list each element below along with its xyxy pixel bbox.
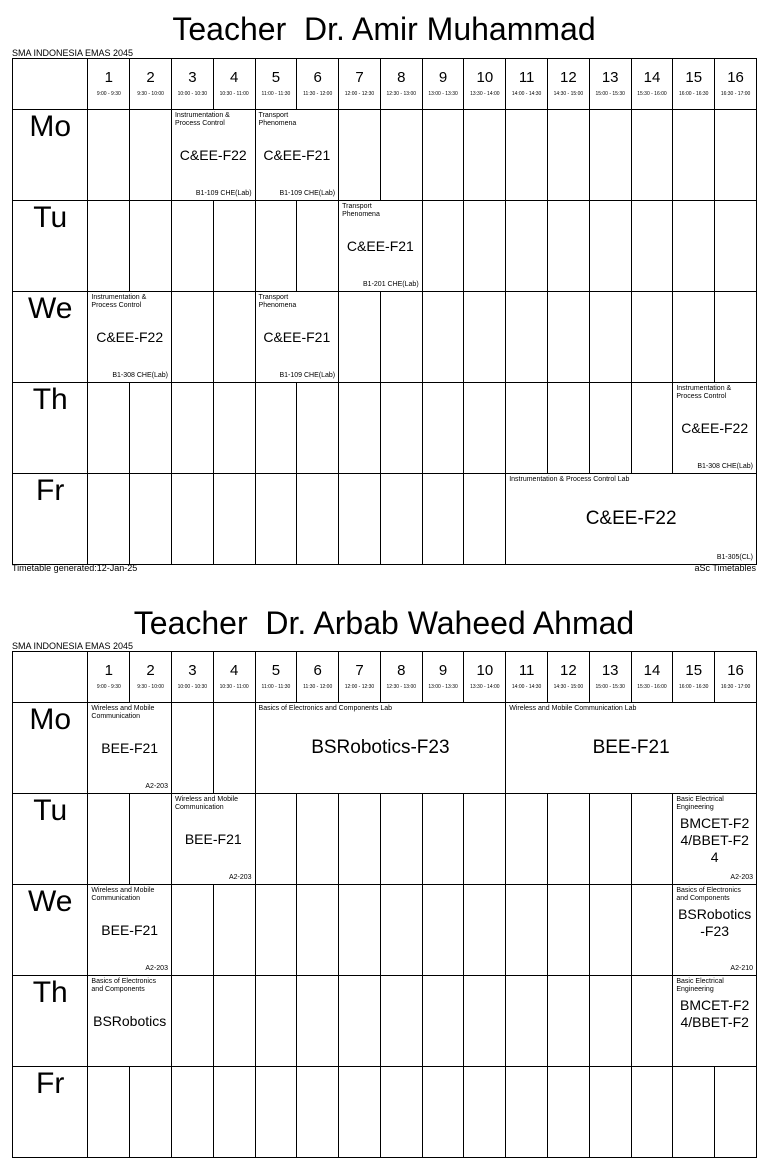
empty-slot [339, 976, 381, 1067]
period-number: 7 [355, 662, 364, 679]
empty-slot [88, 1067, 130, 1158]
lesson-cell [255, 110, 339, 201]
empty-slot [213, 703, 255, 794]
lesson-class: BMCET-F2 4/BBET-F2 4 [680, 815, 750, 865]
lesson-subject: Basic Electrical Engineering [676, 978, 724, 993]
empty-slot [506, 201, 548, 292]
empty-slot [297, 976, 339, 1067]
period-number: 2 [146, 69, 155, 86]
lesson-subject: Wireless and Mobile Communication [91, 887, 155, 902]
empty-slot [715, 292, 757, 383]
period-header [213, 59, 255, 110]
empty-slot [631, 885, 673, 976]
empty-slot [297, 885, 339, 976]
period-time: 15:00 - 15:30 [595, 91, 625, 97]
lesson-cell [673, 976, 757, 1067]
lesson-room: B1-109 CHE(Lab) [195, 190, 252, 197]
period-header [589, 59, 631, 110]
empty-slot [380, 110, 422, 201]
lesson-subject: Transport Phenomena [258, 112, 297, 127]
period-header [715, 59, 757, 110]
lesson-class: BSRobotics -F23 [678, 906, 752, 939]
empty-slot [297, 794, 339, 885]
day-label: Tu [13, 794, 88, 885]
empty-slot [380, 976, 422, 1067]
period-number: 11 [518, 662, 535, 679]
lesson-subject: Transport Phenomena [258, 294, 297, 309]
period-header [297, 652, 339, 703]
period-time: 9:00 - 9:30 [96, 684, 121, 690]
period-time: 15:00 - 15:30 [595, 684, 625, 690]
period-header [589, 652, 631, 703]
period-time: 14:30 - 15:00 [553, 91, 584, 97]
empty-slot [213, 885, 255, 976]
empty-slot [589, 292, 631, 383]
empty-slot [213, 292, 255, 383]
lesson-class: BSRobotics-F23 [311, 737, 450, 758]
period-time: 16:00 - 16:30 [679, 684, 709, 690]
empty-slot [255, 794, 297, 885]
period-number: 14 [643, 662, 661, 679]
empty-slot [339, 885, 381, 976]
period-time: 10:30 - 11:00 [219, 91, 249, 97]
period-time: 10:30 - 11:00 [219, 684, 249, 690]
empty-slot [506, 292, 548, 383]
empty-slot [213, 474, 255, 565]
period-time: 14:30 - 15:00 [553, 684, 584, 690]
lesson-class: C&EE-F22 [681, 420, 749, 436]
timetable-title: Teacher Dr. Arbab Waheed Ahmad [133, 605, 635, 641]
empty-slot [130, 110, 172, 201]
lesson-subject: Instrumentation & Process Control [91, 294, 147, 309]
period-number: 3 [188, 69, 197, 86]
period-time: 13:00 - 13:30 [428, 91, 458, 97]
header-corner [13, 59, 88, 110]
period-header [380, 652, 422, 703]
empty-slot [380, 474, 422, 565]
lesson-subject: Wireless and Mobile Communication Lab [509, 705, 637, 712]
empty-slot [171, 474, 213, 565]
empty-slot [548, 201, 590, 292]
lesson-room: A2-210 [730, 965, 753, 972]
period-time: 9:30 - 10:00 [137, 91, 164, 97]
empty-slot [589, 794, 631, 885]
period-number: 9 [438, 69, 448, 86]
lesson-room: B1-305(CL) [716, 554, 753, 561]
period-header [88, 652, 130, 703]
period-time: 11:30 - 12:00 [303, 91, 333, 97]
period-time: 11:00 - 11:30 [261, 91, 291, 97]
lesson-cell [171, 794, 255, 885]
lesson-subject: Transport Phenomena [342, 203, 380, 218]
lesson-room: A2-203 [730, 874, 753, 881]
lesson-cell [506, 474, 757, 565]
empty-slot [171, 885, 213, 976]
empty-slot [339, 794, 381, 885]
school-name: SMA INDONESIA EMAS 2045 [12, 48, 134, 58]
empty-slot [422, 1067, 464, 1158]
period-header [130, 59, 172, 110]
period-header [631, 59, 673, 110]
lesson-subject: Instrumentation & Process Control [174, 112, 230, 127]
period-number: 2 [146, 662, 155, 679]
period-time: 14:00 - 14:30 [511, 91, 542, 97]
period-time: 15:30 - 16:00 [637, 91, 667, 97]
empty-slot [589, 1067, 631, 1158]
period-number: 13 [601, 662, 619, 679]
day-label: Th [13, 383, 88, 474]
period-number: 11 [518, 69, 535, 86]
lesson-class: C&EE-F21 [263, 147, 331, 163]
period-header [715, 652, 757, 703]
empty-slot [130, 383, 172, 474]
empty-slot [171, 383, 213, 474]
period-time: 10:00 - 10:30 [177, 91, 208, 97]
empty-slot [422, 292, 464, 383]
empty-slot [464, 1067, 506, 1158]
empty-slot [255, 976, 297, 1067]
empty-slot [589, 110, 631, 201]
empty-slot [171, 703, 213, 794]
period-time: 12:00 - 12:30 [344, 91, 375, 97]
empty-slot [339, 474, 381, 565]
empty-slot [548, 383, 590, 474]
empty-slot [213, 383, 255, 474]
lesson-subject: Instrumentation & Process Control Lab [509, 476, 630, 483]
day-label: Mo [13, 110, 88, 201]
period-number: 14 [643, 69, 661, 86]
empty-slot [130, 794, 172, 885]
empty-slot [464, 885, 506, 976]
lesson-class: C&EE-F22 [585, 508, 677, 529]
lesson-subject: Instrumentation & Process Control [676, 385, 732, 400]
empty-slot [464, 201, 506, 292]
empty-slot [422, 110, 464, 201]
day-label: Tu [13, 201, 88, 292]
empty-slot [673, 1067, 715, 1158]
lesson-room: B1-109 CHE(Lab) [279, 372, 336, 379]
period-header [464, 59, 506, 110]
empty-slot [631, 794, 673, 885]
empty-slot [380, 292, 422, 383]
period-number: 3 [188, 662, 197, 679]
empty-slot [171, 976, 213, 1067]
empty-slot [548, 976, 590, 1067]
period-header [339, 59, 381, 110]
lesson-cell [88, 703, 172, 794]
empty-slot [255, 885, 297, 976]
lesson-class: BEE-F21 [184, 831, 242, 847]
empty-slot [380, 1067, 422, 1158]
empty-slot [339, 110, 381, 201]
lesson-cell [673, 383, 757, 474]
timetable-grid [12, 651, 757, 1158]
school-name: SMA INDONESIA EMAS 2045 [12, 641, 134, 651]
lesson-class: BEE-F21 [101, 922, 159, 938]
empty-slot [464, 383, 506, 474]
lesson-cell [255, 292, 339, 383]
timetable-grid [12, 58, 757, 565]
empty-slot [297, 474, 339, 565]
period-number: 8 [397, 69, 406, 86]
empty-slot [589, 201, 631, 292]
empty-slot [88, 383, 130, 474]
period-number: 1 [104, 69, 113, 86]
period-header [422, 652, 464, 703]
period-number: 9 [438, 662, 448, 679]
day-label: Fr [13, 474, 88, 565]
period-time: 13:00 - 13:30 [428, 684, 458, 690]
software-credit: aSc Timetables [694, 563, 756, 573]
period-time: 16:00 - 16:30 [679, 91, 709, 97]
period-number: 5 [271, 662, 281, 679]
empty-slot [380, 383, 422, 474]
empty-slot [339, 1067, 381, 1158]
period-time: 13:30 - 14:00 [470, 684, 500, 690]
empty-slot [213, 976, 255, 1067]
period-header [213, 652, 255, 703]
lesson-cell [88, 885, 172, 976]
empty-slot [422, 383, 464, 474]
empty-slot [297, 383, 339, 474]
day-label: Mo [13, 703, 88, 794]
lesson-room: B1-308 CHE(Lab) [112, 372, 168, 379]
empty-slot [548, 292, 590, 383]
empty-slot [464, 794, 506, 885]
period-header [171, 652, 213, 703]
lesson-subject: Wireless and Mobile Communication [174, 796, 238, 811]
empty-slot [631, 201, 673, 292]
period-header [171, 59, 213, 110]
empty-slot [380, 794, 422, 885]
empty-slot [464, 474, 506, 565]
empty-slot [631, 383, 673, 474]
empty-slot [673, 110, 715, 201]
lesson-room: B1-109 CHE(Lab) [279, 190, 336, 197]
period-header [673, 652, 715, 703]
period-time: 12:30 - 13:00 [386, 91, 416, 97]
empty-slot [130, 1067, 172, 1158]
empty-slot [715, 1067, 757, 1158]
period-time: 16:30 - 17:00 [720, 684, 751, 690]
empty-slot [506, 794, 548, 885]
empty-slot [171, 201, 213, 292]
lesson-room: A2-203 [145, 965, 168, 972]
empty-slot [506, 885, 548, 976]
lesson-class: BMCET-F2 4/BBET-F2 [680, 997, 750, 1030]
period-time: 12:00 - 12:30 [344, 684, 375, 690]
period-time: 11:30 - 12:00 [303, 684, 333, 690]
period-number: 7 [355, 69, 364, 86]
lesson-cell [506, 703, 757, 794]
period-number: 12 [560, 662, 577, 679]
lesson-subject: Basics of Electronics and Components [91, 978, 156, 993]
period-number: 4 [229, 69, 239, 86]
lesson-cell [255, 703, 506, 794]
period-number: 10 [476, 662, 494, 679]
period-header [255, 59, 297, 110]
empty-slot [548, 110, 590, 201]
header-corner [13, 652, 88, 703]
lesson-class: C&EE-F21 [346, 238, 414, 254]
period-time: 14:00 - 14:30 [511, 684, 542, 690]
empty-slot [255, 383, 297, 474]
lesson-subject: Basics of Electronics and Components [676, 887, 741, 902]
empty-slot [673, 201, 715, 292]
empty-slot [422, 794, 464, 885]
empty-slot [506, 1067, 548, 1158]
lesson-cell [673, 885, 757, 976]
empty-slot [548, 794, 590, 885]
empty-slot [380, 885, 422, 976]
lesson-class: C&EE-F21 [263, 329, 331, 345]
lesson-room: A2-203 [228, 874, 252, 881]
lesson-cell [673, 794, 757, 885]
period-header [631, 652, 673, 703]
day-label: We [13, 885, 88, 976]
lesson-room: B1-308 CHE(Lab) [697, 463, 753, 470]
empty-slot [464, 110, 506, 201]
lesson-cell [88, 292, 172, 383]
period-number: 10 [476, 69, 494, 86]
lesson-subject: Wireless and Mobile Communication [91, 705, 155, 720]
empty-slot [631, 1067, 673, 1158]
empty-slot [297, 1067, 339, 1158]
lesson-subject: Basic Electrical Engineering [676, 796, 724, 811]
empty-slot [88, 474, 130, 565]
period-time: 10:00 - 10:30 [177, 684, 208, 690]
empty-slot [171, 292, 213, 383]
generated-date: Timetable generated:12-Jan-25 [12, 563, 138, 573]
empty-slot [130, 201, 172, 292]
empty-slot [715, 110, 757, 201]
period-header [506, 652, 548, 703]
empty-slot [130, 474, 172, 565]
period-header [548, 652, 590, 703]
empty-slot [339, 383, 381, 474]
empty-slot [506, 976, 548, 1067]
lesson-cell [339, 201, 423, 292]
lesson-class: C&EE-F22 [96, 329, 164, 345]
empty-slot [631, 292, 673, 383]
period-header [88, 59, 130, 110]
empty-slot [255, 1067, 297, 1158]
lesson-room: B1-201 CHE(Lab) [363, 281, 419, 288]
period-number: 5 [271, 69, 281, 86]
day-label: We [13, 292, 88, 383]
period-time: 9:00 - 9:30 [96, 91, 121, 97]
empty-slot [506, 110, 548, 201]
period-time: 12:30 - 13:00 [386, 684, 416, 690]
period-number: 1 [104, 662, 113, 679]
period-time: 9:30 - 10:00 [137, 684, 164, 690]
period-number: 16 [727, 662, 744, 679]
period-time: 13:30 - 14:00 [470, 91, 500, 97]
period-header [255, 652, 297, 703]
period-header [130, 652, 172, 703]
period-number: 8 [397, 662, 406, 679]
empty-slot [631, 110, 673, 201]
lesson-class: BSRobotics [93, 1013, 167, 1029]
period-header [464, 652, 506, 703]
empty-slot [589, 885, 631, 976]
period-number: 13 [601, 69, 619, 86]
empty-slot [464, 292, 506, 383]
empty-slot [422, 976, 464, 1067]
period-time: 16:30 - 17:00 [720, 91, 751, 97]
empty-slot [297, 201, 339, 292]
empty-slot [589, 976, 631, 1067]
empty-slot [88, 794, 130, 885]
period-header [506, 59, 548, 110]
lesson-class: C&EE-F22 [179, 147, 247, 163]
empty-slot [422, 201, 464, 292]
empty-slot [464, 976, 506, 1067]
period-number: 6 [313, 69, 322, 86]
period-number: 15 [685, 662, 703, 679]
day-label: Fr [13, 1067, 88, 1158]
timetable-title: Teacher Dr. Amir Muhammad [172, 11, 596, 47]
period-time: 15:30 - 16:00 [637, 684, 667, 690]
lesson-subject: Basics of Electronics and Components Lab [258, 705, 392, 712]
empty-slot [548, 1067, 590, 1158]
empty-slot [715, 201, 757, 292]
empty-slot [255, 474, 297, 565]
period-number: 16 [727, 69, 744, 86]
period-time: 11:00 - 11:30 [261, 684, 291, 690]
period-header [422, 59, 464, 110]
empty-slot [548, 885, 590, 976]
lesson-room: A2-203 [145, 783, 168, 790]
empty-slot [422, 885, 464, 976]
period-header [339, 652, 381, 703]
empty-slot [422, 474, 464, 565]
empty-slot [506, 383, 548, 474]
lesson-class: BEE-F21 [592, 737, 670, 758]
empty-slot [255, 201, 297, 292]
empty-slot [631, 976, 673, 1067]
empty-slot [171, 1067, 213, 1158]
period-number: 4 [229, 662, 239, 679]
period-number: 15 [685, 69, 703, 86]
empty-slot [213, 1067, 255, 1158]
period-header [297, 59, 339, 110]
day-label: Th [13, 976, 88, 1067]
empty-slot [88, 201, 130, 292]
empty-slot [339, 292, 381, 383]
period-number: 12 [560, 69, 577, 86]
period-header [673, 59, 715, 110]
empty-slot [589, 383, 631, 474]
period-header [548, 59, 590, 110]
lesson-cell [88, 976, 172, 1067]
empty-slot [673, 292, 715, 383]
period-number: 6 [313, 662, 322, 679]
lesson-class: BEE-F21 [101, 740, 159, 756]
lesson-cell [171, 110, 255, 201]
empty-slot [213, 201, 255, 292]
empty-slot [88, 110, 130, 201]
period-header [380, 59, 422, 110]
